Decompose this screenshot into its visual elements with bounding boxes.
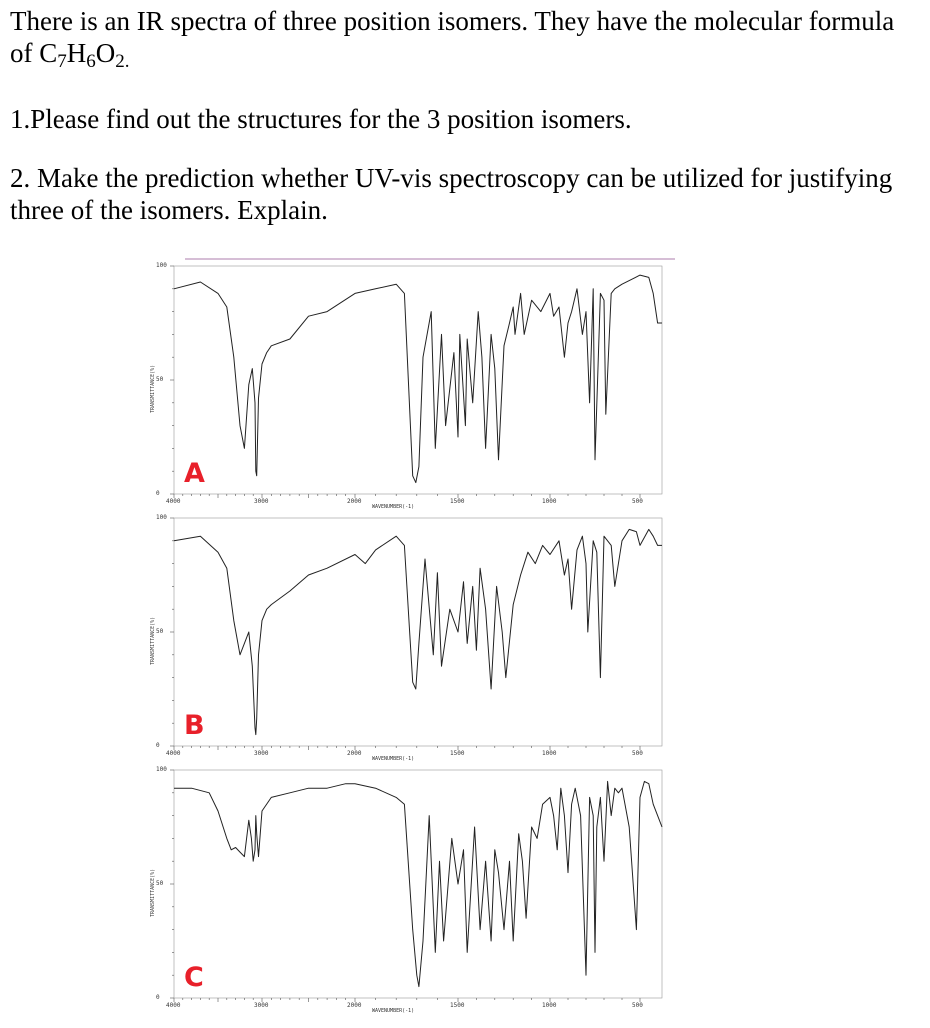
y-tick-label: 0 — [156, 994, 160, 1001]
x-axis-label: WAVENUMBER(-1) — [372, 1008, 415, 1014]
x-tick-label: 1000 — [542, 498, 557, 505]
y-tick-label: 50 — [156, 628, 164, 635]
spectrum-plot — [140, 510, 680, 770]
y-axis-label: TRANSMITTANCE(%) — [150, 364, 156, 413]
x-tick-label: 3000 — [254, 498, 269, 505]
y-tick-label: 100 — [156, 766, 167, 773]
y-tick-label: 0 — [156, 490, 160, 497]
x-tick-label: 500 — [632, 750, 643, 757]
x-tick-label: 1500 — [450, 750, 465, 757]
y-tick-label: 100 — [156, 514, 167, 521]
x-tick-label: 2000 — [347, 498, 362, 505]
plot-frame — [174, 770, 662, 998]
x-tick-label: 4000 — [166, 750, 181, 757]
spectrum-plot — [140, 258, 680, 518]
y-axis-label: TRANSMITTANCE(%) — [150, 616, 156, 665]
question-intro: There is an IR spectra of three position isomers. They have the molecular formula of $C_7H_6O_{2.}$ — [10, 6, 895, 72]
y-tick-label: 0 — [156, 742, 160, 749]
ir-spectrum-b — [140, 510, 680, 770]
spectrum-trace — [174, 529, 662, 734]
x-tick-label: 1500 — [450, 1002, 465, 1009]
x-tick-label: 2000 — [347, 1002, 362, 1009]
x-tick-label: 500 — [632, 1002, 643, 1009]
x-tick-label: 1000 — [542, 750, 557, 757]
x-tick-label: 4000 — [166, 1002, 181, 1009]
y-tick-label: 50 — [156, 880, 164, 887]
x-tick-label: 3000 — [254, 750, 269, 757]
panel-label: C — [184, 962, 204, 993]
plot-frame — [174, 518, 662, 746]
spectrum-trace — [174, 275, 662, 483]
x-axis-label: WAVENUMBER(-1) — [372, 504, 415, 510]
x-axis-label: WAVENUMBER(-1) — [372, 756, 415, 762]
ir-spectrum-c — [140, 762, 680, 1022]
x-tick-label: 500 — [632, 498, 643, 505]
y-tick-label: 100 — [156, 262, 167, 269]
y-tick-label: 50 — [156, 376, 164, 383]
x-tick-label: 3000 — [254, 1002, 269, 1009]
x-tick-label: 1000 — [542, 1002, 557, 1009]
spectrum-plot — [140, 762, 680, 1022]
panel-label: B — [184, 710, 205, 741]
x-tick-label: 2000 — [347, 750, 362, 757]
spectrum-trace — [174, 781, 662, 986]
y-axis-label: TRANSMITTANCE(%) — [150, 868, 156, 917]
panel-label: A — [184, 458, 205, 489]
question-1: 1.Please find out the structures for the 3 position isomers. — [10, 104, 632, 134]
question-2: 2. Make the prediction whether UV-vis spectroscopy can be utilized for justifying three of the isomers. Explain. — [10, 163, 893, 225]
x-tick-label: 1500 — [450, 498, 465, 505]
x-tick-label: 4000 — [166, 498, 181, 505]
ir-spectrum-a — [140, 258, 680, 518]
